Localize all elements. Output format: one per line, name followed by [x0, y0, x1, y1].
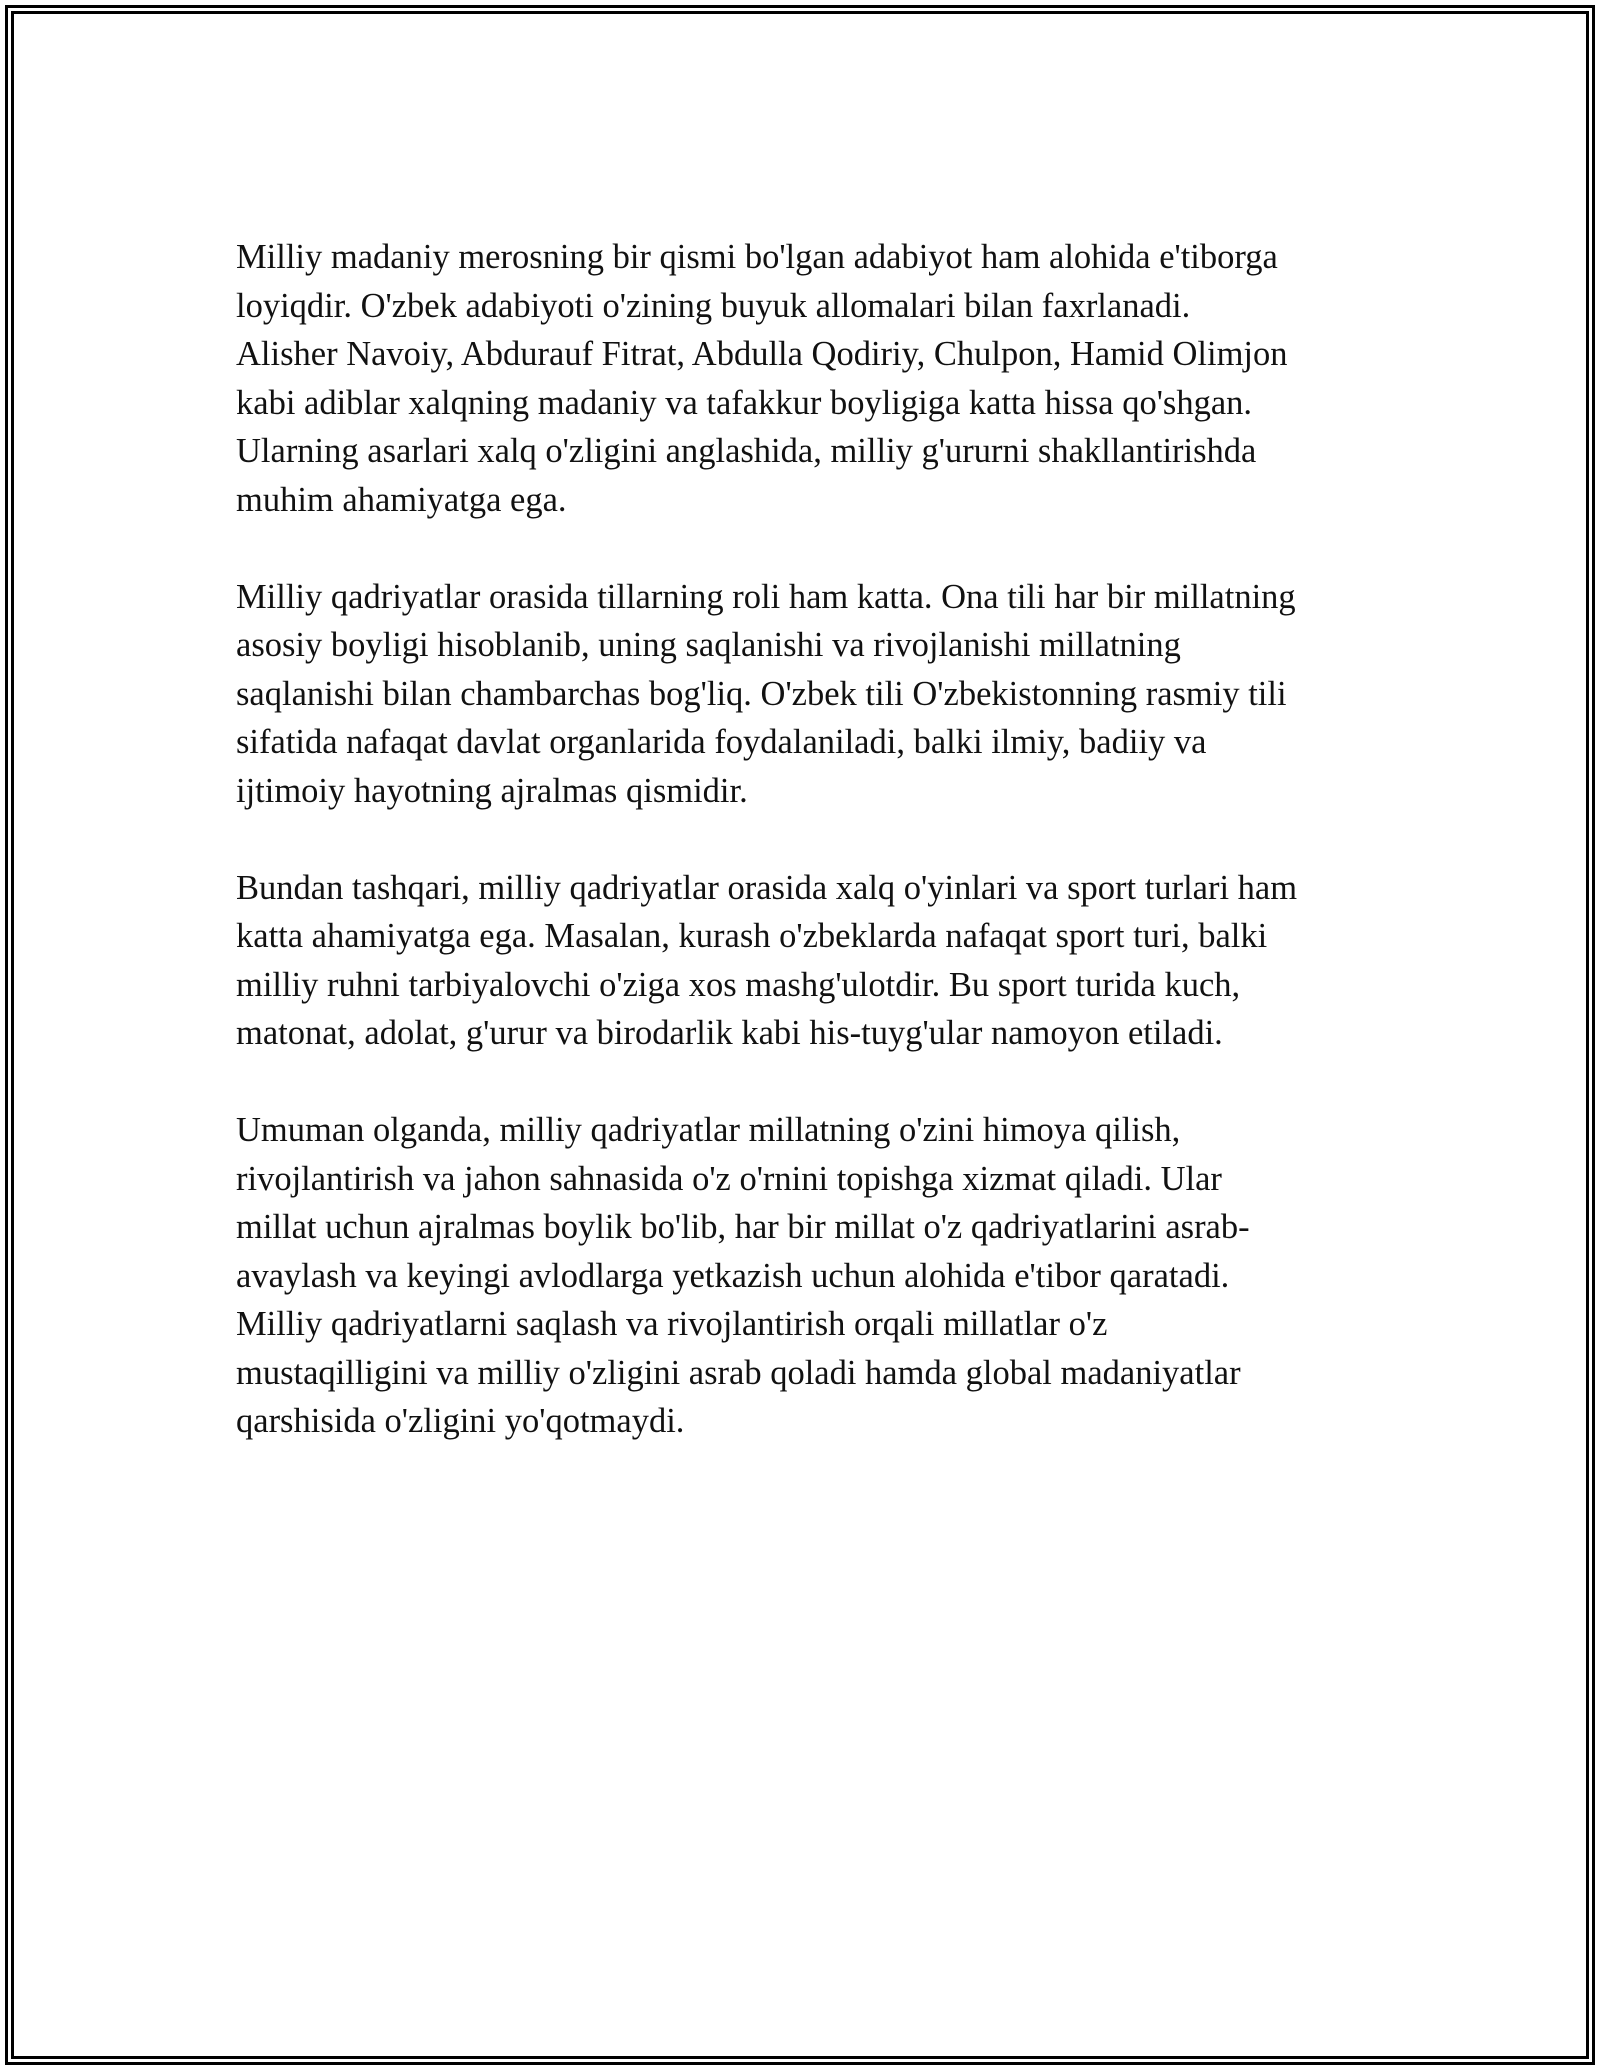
document-body	[236, 233, 1406, 1494]
text-line: Milliy qadriyatlarni saqlash va rivojlantirish orqali millatlar o'z	[236, 1305, 1108, 1343]
paragraph-sports	[236, 864, 1406, 1058]
text-line: asosiy boyligi hisoblanib, uning saqlanishi va rivojlanishi millatning	[236, 626, 1181, 664]
text-line: kabi adiblar xalqning madaniy va tafakkur boyligiga katta hissa qo'shgan.	[236, 383, 1253, 422]
text-line: milliy ruhni tarbiyalovchi o'ziga xos mashg'ulotdir. Bu sport turida kuch,	[236, 965, 1241, 1004]
text-line: Ularning asarlari xalq o'zligini anglashida, milliy g'ururni shakllantirishda	[236, 432, 1257, 470]
text-line: Milliy qadriyatlar orasida tillarning roli ham katta. Ona tili har bir millatning	[236, 577, 1296, 616]
text-line: matonat, adolat, g'urur va birodarlik kabi his-tuyg'ular namoyon etiladi.	[236, 1014, 1223, 1052]
text-line: mustaqilligini va milliy o'zligini asrab qoladi hamda global madaniyatlar	[236, 1353, 1241, 1392]
text-line: saqlanishi bilan chambarchas bog'liq. O'zbek tili O'zbekistonning rasmiy tili	[236, 674, 1287, 713]
paragraph-language	[236, 573, 1406, 816]
text-line: qarshisida o'zligini yo'qotmaydi.	[236, 1402, 685, 1440]
text-line: katta ahamiyatga ega. Masalan, kurash o'zbeklarda nafaqat sport turi, balki	[236, 917, 1268, 955]
text-line: Alisher Navoiy, Abdurauf Fitrat, Abdulla Qodiriy, Chulpon, Hamid Olimjon	[236, 335, 1288, 373]
text-line: rivojlantirish va jahon sahnasida o'z o'rnini topishga xizmat qiladi. Ular	[236, 1159, 1222, 1198]
text-line: avaylash va keyingi avlodlarga yetkazish uchun alohida e'tibor qaratadi.	[236, 1256, 1230, 1295]
text-line: ijtimoiy hayotning ajralmas qismidir.	[236, 771, 748, 810]
text-line: Umuman olganda, milliy qadriyatlar millatning o'zini himoya qilish,	[236, 1111, 1181, 1149]
paragraph-conclusion	[236, 1106, 1406, 1446]
text-line: loyiqdir. O'zbek adabiyoti o'zining buyuk allomalari bilan faxrlanadi.	[236, 286, 1191, 325]
text-line: muhim ahamiyatga ega.	[236, 480, 567, 519]
text-line: Bundan tashqari, milliy qadriyatlar orasida xalq o'yinlari va sport turlari ham	[236, 868, 1298, 907]
text-line: Milliy madaniy merosning bir qismi bo'lgan adabiyot ham alohida e'tiborga	[236, 238, 1278, 276]
paragraph-literature	[236, 233, 1406, 524]
text-line: sifatida nafaqat davlat organlarida foydalaniladi, balki ilmiy, badiiy va	[236, 723, 1207, 761]
text-line: millat uchun ajralmas boylik bo'lib, har bir millat o'z qadriyatlarini asrab-	[236, 1208, 1250, 1246]
